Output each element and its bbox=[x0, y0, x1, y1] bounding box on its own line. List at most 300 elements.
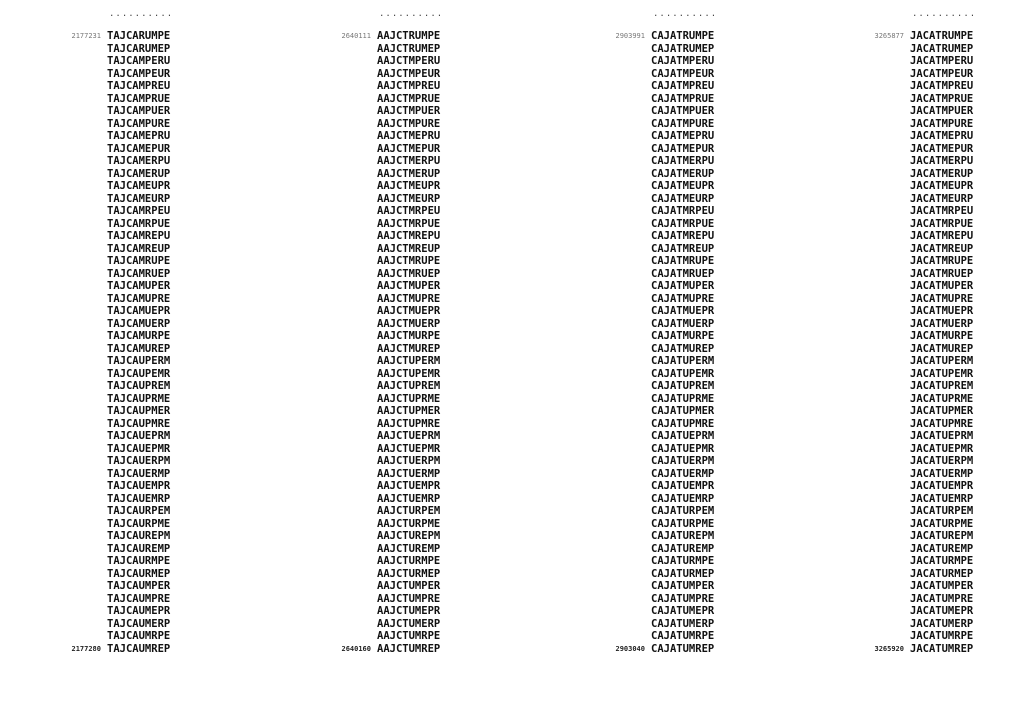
list-item bbox=[377, 618, 443, 631]
list-item bbox=[651, 268, 717, 281]
word-text: JACATUREPM bbox=[910, 530, 974, 542]
word-text: TAJCAMEPRU bbox=[107, 130, 171, 142]
word-text: JACATUMRPE bbox=[910, 630, 974, 642]
word-text: JACATUEMRP bbox=[910, 492, 974, 505]
list-item bbox=[107, 230, 173, 243]
word-text: TAJCAUREPM bbox=[107, 530, 171, 542]
list-item bbox=[377, 393, 443, 406]
word-text: JACATURMPE bbox=[910, 555, 974, 567]
word-text: TAJCAMPERU bbox=[107, 55, 171, 67]
list-item bbox=[651, 355, 717, 368]
word-text: CAJATMUEPR bbox=[651, 305, 715, 317]
word-text: CAJATUMREP bbox=[651, 642, 715, 655]
word-list bbox=[71, 30, 173, 655]
word-text: TAJCAMRUPE bbox=[107, 255, 171, 267]
word-text: AAJCTUPMER bbox=[377, 405, 441, 417]
list-item bbox=[377, 193, 443, 206]
list-item bbox=[651, 155, 717, 168]
word-text: AAJCTMEPUR bbox=[377, 142, 441, 155]
word-text: AAJCTURMPE bbox=[377, 555, 441, 567]
word-text: AAJCTMPREU bbox=[377, 80, 441, 92]
word-text: AAJCTURPEM bbox=[377, 505, 441, 517]
list-item bbox=[651, 430, 717, 443]
word-text: AAJCTUMPRE bbox=[377, 592, 441, 605]
word-text: AAJCTUPEMR bbox=[377, 367, 441, 380]
word-text: CAJATUMEPR bbox=[651, 605, 715, 617]
list-item bbox=[651, 443, 717, 456]
start-number: 3265877 bbox=[874, 32, 904, 40]
word-text: TAJCAUREMP bbox=[107, 542, 171, 555]
list-item bbox=[107, 80, 173, 93]
list-item bbox=[377, 93, 443, 106]
list-item bbox=[107, 605, 173, 618]
end-number: 2177280 bbox=[71, 644, 101, 653]
list-item bbox=[107, 555, 173, 568]
list-item bbox=[651, 580, 717, 593]
list-item bbox=[107, 368, 173, 381]
word-text: TAJCAMUERP bbox=[107, 317, 171, 330]
list-item bbox=[107, 568, 173, 581]
word-text: TAJCAMEURP bbox=[107, 192, 171, 205]
list-item bbox=[107, 105, 173, 118]
list-item bbox=[651, 393, 717, 406]
word-text: JACATUMERP bbox=[910, 617, 974, 630]
list-item bbox=[910, 405, 976, 418]
list-item bbox=[377, 555, 443, 568]
word-text: JACATMPERU bbox=[910, 55, 974, 67]
word-text: TAJCAUEPRM bbox=[107, 430, 171, 442]
list-item bbox=[910, 218, 976, 231]
list-item bbox=[651, 593, 717, 606]
word-text: AAJCTUMERP bbox=[377, 617, 441, 630]
list-item bbox=[377, 293, 443, 306]
list-item bbox=[910, 518, 976, 531]
list-item bbox=[107, 193, 173, 206]
list-item bbox=[377, 68, 443, 81]
list-item bbox=[651, 368, 717, 381]
word-text: TAJCAUMREP bbox=[107, 642, 171, 655]
word-text: CAJATMRPUE bbox=[651, 217, 715, 230]
list-item bbox=[71, 30, 173, 43]
column-separator: .......... bbox=[109, 9, 174, 19]
list-item bbox=[377, 493, 443, 506]
list-item bbox=[377, 468, 443, 481]
list-item bbox=[651, 605, 717, 618]
word-text: CAJATMERUP bbox=[651, 167, 715, 180]
word-text: CAJATUMERP bbox=[651, 617, 715, 630]
word-text: AAJCTMUPRE bbox=[377, 292, 441, 305]
end-number: 2903040 bbox=[615, 644, 645, 653]
list-item bbox=[910, 268, 976, 281]
list-item bbox=[377, 218, 443, 231]
list-item bbox=[910, 118, 976, 131]
list-item bbox=[377, 168, 443, 181]
start-number: 2903991 bbox=[615, 32, 645, 40]
word-text: AAJCTUREMP bbox=[377, 542, 441, 555]
list-item bbox=[910, 493, 976, 506]
list-item bbox=[910, 93, 976, 106]
word-text: TAJCAMEUPR bbox=[107, 180, 171, 192]
list-item bbox=[377, 368, 443, 381]
list-item bbox=[910, 605, 976, 618]
word-text: CAJATUREPM bbox=[651, 530, 715, 542]
word-text: CAJATUPREM bbox=[651, 380, 715, 392]
list-item bbox=[651, 318, 717, 331]
list-item bbox=[377, 155, 443, 168]
list-item bbox=[377, 430, 443, 443]
word-text: TAJCAMPEUR bbox=[107, 67, 171, 80]
list-item bbox=[651, 55, 717, 68]
word-text: TAJCAUPMRE bbox=[107, 417, 171, 430]
list-item bbox=[910, 543, 976, 556]
list-item bbox=[377, 405, 443, 418]
word-text: AAJCTMPERU bbox=[377, 55, 441, 67]
list-item bbox=[910, 443, 976, 456]
word-text: TAJCAUEPMR bbox=[107, 442, 171, 455]
list-item bbox=[651, 518, 717, 531]
word-text: AAJCTMREPU bbox=[377, 230, 441, 242]
word-text: TAJCAURPEM bbox=[107, 505, 171, 517]
word-text: JACATMUPRE bbox=[910, 292, 974, 305]
list-item bbox=[651, 205, 717, 218]
word-text: TAJCAMPURE bbox=[107, 117, 171, 130]
word-text: CAJATUMPER bbox=[651, 580, 715, 592]
word-text: TAJCAMERPU bbox=[107, 155, 171, 167]
word-text: AAJCTUPREM bbox=[377, 380, 441, 392]
list-item bbox=[377, 518, 443, 531]
list-item bbox=[910, 618, 976, 631]
word-text: JACATMRPUE bbox=[910, 217, 974, 230]
word-text: TAJCAMUPRE bbox=[107, 292, 171, 305]
word-text: TAJCAURMEP bbox=[107, 567, 171, 580]
word-text: TAJCAUEMPR bbox=[107, 480, 171, 492]
word-text: TAJCAMEPUR bbox=[107, 142, 171, 155]
list-item bbox=[651, 193, 717, 206]
word-text: CAJATURMPE bbox=[651, 555, 715, 567]
word-text: CAJATURPME bbox=[651, 517, 715, 530]
list-item bbox=[107, 630, 173, 643]
word-text: CAJATMPRUE bbox=[651, 92, 715, 105]
word-text: CAJATUPERM bbox=[651, 355, 715, 367]
list-item bbox=[377, 443, 443, 456]
list-item bbox=[341, 30, 443, 43]
word-text: AAJCTMPURE bbox=[377, 117, 441, 130]
list-item bbox=[910, 243, 976, 256]
word-text: AAJCTUPMRE bbox=[377, 417, 441, 430]
word-text: JACATMPREU bbox=[910, 80, 974, 92]
word-text: TAJCAUPERM bbox=[107, 355, 171, 367]
list-item bbox=[651, 93, 717, 106]
list-item bbox=[107, 518, 173, 531]
list-item bbox=[651, 293, 717, 306]
word-text: AAJCTURPME bbox=[377, 517, 441, 530]
word-text: TAJCAUMEPR bbox=[107, 605, 171, 617]
word-text: CAJATUREMP bbox=[651, 542, 715, 555]
list-item bbox=[107, 593, 173, 606]
list-item bbox=[910, 43, 976, 56]
word-text: AAJCTUEPMR bbox=[377, 442, 441, 455]
word-text: CAJATMREUP bbox=[651, 242, 715, 255]
word-text: JACATUPERM bbox=[910, 355, 974, 367]
word-text: CAJATRUMEP bbox=[651, 42, 715, 55]
list-item bbox=[107, 505, 173, 518]
list-item bbox=[377, 543, 443, 556]
list-item bbox=[107, 243, 173, 256]
word-text: CAJATMPURE bbox=[651, 117, 715, 130]
word-text: TAJCAURPME bbox=[107, 517, 171, 530]
list-item bbox=[651, 105, 717, 118]
word-text: JACATMRPEU bbox=[910, 205, 974, 217]
word-text: JACATMUPER bbox=[910, 280, 974, 292]
list-item bbox=[377, 455, 443, 468]
word-text: CAJATUMPRE bbox=[651, 592, 715, 605]
list-item bbox=[651, 405, 717, 418]
list-item bbox=[874, 642, 976, 656]
word-text: CAJATURMEP bbox=[651, 567, 715, 580]
word-text: AAJCTMPUER bbox=[377, 105, 441, 117]
word-text: AAJCTMEURP bbox=[377, 192, 441, 205]
word-text: CAJATMUREP bbox=[651, 342, 715, 355]
list-item bbox=[377, 505, 443, 518]
list-item bbox=[377, 318, 443, 331]
word-text: AAJCTRUMPE bbox=[377, 30, 441, 42]
word-text: TAJCARUMEP bbox=[107, 42, 171, 55]
word-text: JACATRUMEP bbox=[910, 42, 974, 55]
list-item bbox=[377, 143, 443, 156]
word-text: AAJCTMRUEP bbox=[377, 267, 441, 280]
list-item bbox=[107, 93, 173, 106]
list-item bbox=[377, 480, 443, 493]
word-text: CAJATUEMRP bbox=[651, 492, 715, 505]
word-text: CAJATUMRPE bbox=[651, 630, 715, 642]
list-item bbox=[651, 168, 717, 181]
word-text: AAJCTMPEUR bbox=[377, 67, 441, 80]
word-text: CAJATMURPE bbox=[651, 330, 715, 342]
list-item bbox=[107, 443, 173, 456]
list-item bbox=[107, 318, 173, 331]
word-column-2 bbox=[341, 8, 444, 655]
word-text: CAJATUERPM bbox=[651, 455, 715, 467]
word-text: JACATUMREP bbox=[910, 642, 974, 655]
word-text: JACATMERUP bbox=[910, 167, 974, 180]
word-text: JACATRUMPE bbox=[910, 30, 974, 42]
word-text: CAJATMPUER bbox=[651, 105, 715, 117]
list-item bbox=[107, 343, 173, 356]
word-text: CAJATMPREU bbox=[651, 80, 715, 92]
word-text: JACATMPEUR bbox=[910, 67, 974, 80]
word-text: JACATURPME bbox=[910, 517, 974, 530]
word-text: TAJCAMPUER bbox=[107, 105, 171, 117]
word-text: TAJCARUMPE bbox=[107, 30, 171, 42]
word-text: JACATMRUPE bbox=[910, 255, 974, 267]
word-text: JACATURPEM bbox=[910, 505, 974, 517]
list-item bbox=[651, 568, 717, 581]
list-item bbox=[910, 343, 976, 356]
list-item bbox=[377, 280, 443, 293]
word-text: JACATMREPU bbox=[910, 230, 974, 242]
list-item bbox=[341, 642, 443, 656]
word-text: CAJATMEPUR bbox=[651, 142, 715, 155]
list-item bbox=[107, 618, 173, 631]
list-item bbox=[107, 280, 173, 293]
word-text: JACATMEPUR bbox=[910, 142, 974, 155]
word-text: TAJCAMURPE bbox=[107, 330, 171, 342]
list-item bbox=[910, 330, 976, 343]
word-text: JACATMPURE bbox=[910, 117, 974, 130]
word-text: CAJATMUERP bbox=[651, 317, 715, 330]
word-text: AAJCTMURPE bbox=[377, 330, 441, 342]
word-text: AAJCTUMPER bbox=[377, 580, 441, 592]
list-item bbox=[107, 218, 173, 231]
list-item bbox=[615, 30, 717, 43]
list-item bbox=[377, 180, 443, 193]
list-item bbox=[651, 505, 717, 518]
list-item bbox=[107, 155, 173, 168]
word-text: TAJCAMUEPR bbox=[107, 305, 171, 317]
word-text: JACATMEUPR bbox=[910, 180, 974, 192]
list-item bbox=[651, 455, 717, 468]
list-item bbox=[377, 243, 443, 256]
list-item bbox=[377, 380, 443, 393]
word-text: TAJCAURMPE bbox=[107, 555, 171, 567]
word-text: AAJCTRUMEP bbox=[377, 42, 441, 55]
list-item bbox=[377, 330, 443, 343]
list-item bbox=[910, 430, 976, 443]
list-item bbox=[910, 155, 976, 168]
list-item bbox=[651, 118, 717, 131]
list-item bbox=[377, 355, 443, 368]
list-item bbox=[107, 293, 173, 306]
word-text: CAJATMUPER bbox=[651, 280, 715, 292]
word-text: CAJATRUMPE bbox=[651, 30, 715, 42]
list-item bbox=[651, 230, 717, 243]
list-item bbox=[377, 80, 443, 93]
word-text: CAJATMPERU bbox=[651, 55, 715, 67]
list-item bbox=[107, 355, 173, 368]
list-item bbox=[910, 180, 976, 193]
word-text: JACATUPRME bbox=[910, 392, 974, 405]
list-item bbox=[910, 255, 976, 268]
list-item bbox=[651, 143, 717, 156]
list-item bbox=[651, 255, 717, 268]
word-text: AAJCTMUEPR bbox=[377, 305, 441, 317]
list-item bbox=[377, 130, 443, 143]
word-text: TAJCAMREUP bbox=[107, 242, 171, 255]
list-item bbox=[107, 393, 173, 406]
word-text: JACATUPREM bbox=[910, 380, 974, 392]
word-text: JACATURMEP bbox=[910, 567, 974, 580]
list-item bbox=[651, 618, 717, 631]
list-item bbox=[910, 393, 976, 406]
word-text: AAJCTUERMP bbox=[377, 467, 441, 480]
word-text: JACATUEPRM bbox=[910, 430, 974, 442]
word-text: TAJCAUERPM bbox=[107, 455, 171, 467]
word-text: AAJCTUEMRP bbox=[377, 492, 441, 505]
word-text: TAJCAUPRME bbox=[107, 392, 171, 405]
word-text: TAJCAMPRUE bbox=[107, 92, 171, 105]
word-text: AAJCTMRUPE bbox=[377, 255, 441, 267]
list-item bbox=[651, 305, 717, 318]
word-text: JACATMUERP bbox=[910, 317, 974, 330]
list-item bbox=[377, 205, 443, 218]
list-item bbox=[651, 330, 717, 343]
list-item bbox=[910, 280, 976, 293]
word-text: AAJCTMUREP bbox=[377, 342, 441, 355]
list-item bbox=[910, 230, 976, 243]
list-item bbox=[377, 593, 443, 606]
word-text: JACATUMPRE bbox=[910, 592, 974, 605]
word-text: AAJCTUPRME bbox=[377, 392, 441, 405]
column-separator: .......... bbox=[653, 9, 718, 19]
list-item bbox=[107, 255, 173, 268]
list-item bbox=[910, 193, 976, 206]
word-text: AAJCTUEMPR bbox=[377, 480, 441, 492]
list-item bbox=[377, 55, 443, 68]
list-item bbox=[651, 418, 717, 431]
list-item bbox=[651, 468, 717, 481]
list-item bbox=[107, 118, 173, 131]
word-text: AAJCTMPRUE bbox=[377, 92, 441, 105]
word-text: CAJATUEMPR bbox=[651, 480, 715, 492]
list-item bbox=[107, 580, 173, 593]
list-item bbox=[651, 180, 717, 193]
word-text: JACATUMPER bbox=[910, 580, 974, 592]
list-item bbox=[910, 168, 976, 181]
list-item bbox=[107, 43, 173, 56]
word-text: TAJCAUPREM bbox=[107, 380, 171, 392]
list-item bbox=[107, 380, 173, 393]
word-text: CAJATMERPU bbox=[651, 155, 715, 167]
list-item bbox=[107, 268, 173, 281]
word-text: JACATUEMPR bbox=[910, 480, 974, 492]
word-text: AAJCTMUPER bbox=[377, 280, 441, 292]
word-text: JACATUPMER bbox=[910, 405, 974, 417]
word-text: CAJATMUPRE bbox=[651, 292, 715, 305]
word-text: AAJCTMREUP bbox=[377, 242, 441, 255]
word-text: AAJCTURMEP bbox=[377, 567, 441, 580]
list-item bbox=[910, 68, 976, 81]
list-item bbox=[910, 505, 976, 518]
list-item bbox=[651, 630, 717, 643]
word-text: JACATMERPU bbox=[910, 155, 974, 167]
start-number: 2177231 bbox=[71, 32, 101, 40]
word-text: TAJCAUMPER bbox=[107, 580, 171, 592]
word-text: AAJCTUREPM bbox=[377, 530, 441, 542]
list-item bbox=[910, 568, 976, 581]
list-item bbox=[107, 455, 173, 468]
list-item bbox=[910, 530, 976, 543]
word-text: JACATMRUEP bbox=[910, 267, 974, 280]
word-text: CAJATMEUPR bbox=[651, 180, 715, 192]
list-item bbox=[651, 543, 717, 556]
list-item bbox=[651, 380, 717, 393]
word-text: AAJCTUPERM bbox=[377, 355, 441, 367]
list-item bbox=[651, 493, 717, 506]
word-list bbox=[874, 30, 976, 655]
list-item bbox=[107, 130, 173, 143]
list-item bbox=[107, 55, 173, 68]
list-item bbox=[910, 205, 976, 218]
list-item bbox=[910, 318, 976, 331]
list-item bbox=[910, 293, 976, 306]
word-text: CAJATMPEUR bbox=[651, 67, 715, 80]
list-item bbox=[651, 343, 717, 356]
word-text: TAJCAMUREP bbox=[107, 342, 171, 355]
end-number: 2640160 bbox=[341, 644, 371, 653]
list-item bbox=[910, 380, 976, 393]
list-item bbox=[651, 43, 717, 56]
word-text: JACATMUEPR bbox=[910, 305, 974, 317]
